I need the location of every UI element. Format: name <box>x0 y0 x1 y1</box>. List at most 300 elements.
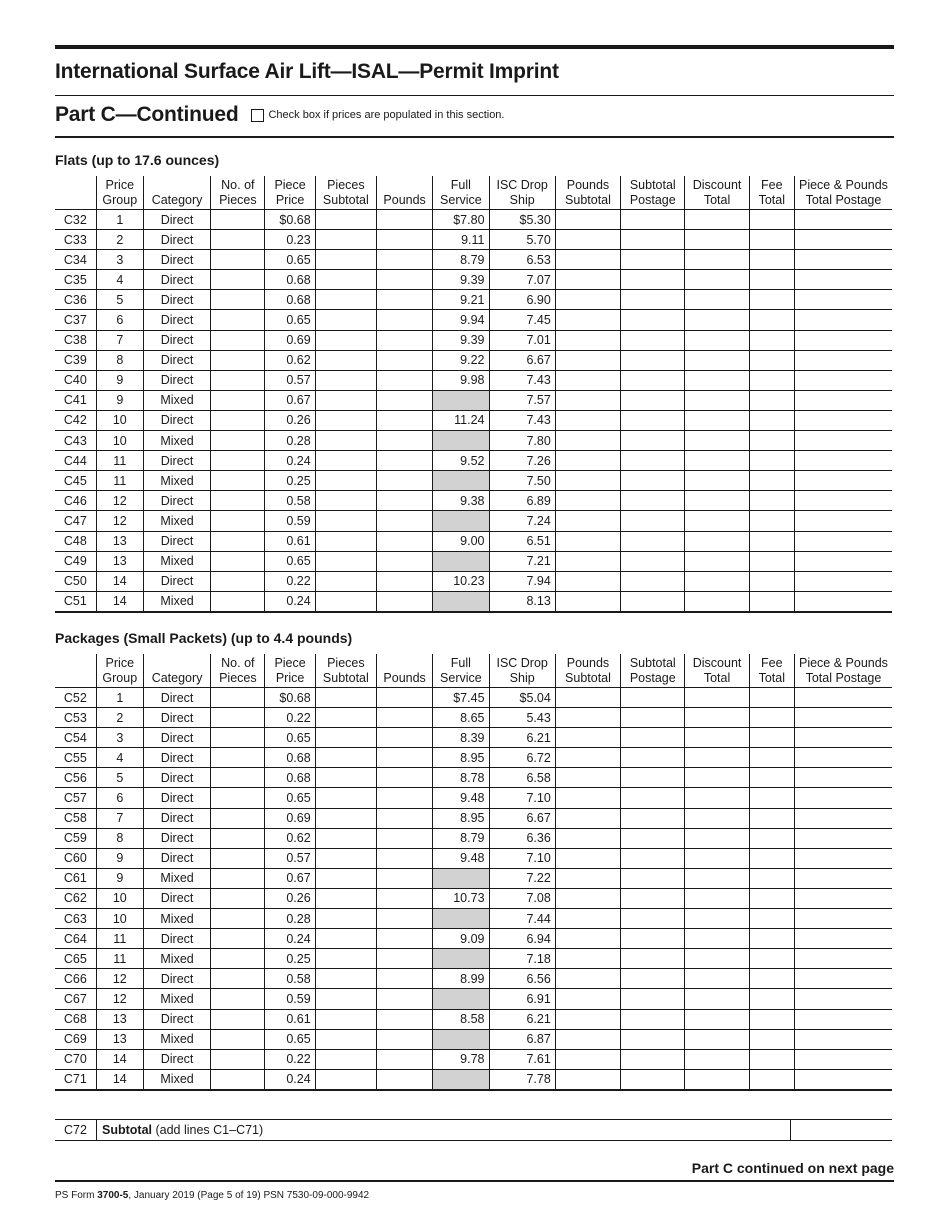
cell-pieces-subtotal[interactable] <box>315 708 376 728</box>
cell-pieces-subtotal[interactable] <box>315 1029 376 1049</box>
cell-fee-total[interactable] <box>749 250 794 270</box>
cell-total-postage[interactable] <box>794 451 892 471</box>
cell-discount-total[interactable] <box>685 330 749 350</box>
cell-pounds[interactable] <box>376 969 432 989</box>
cell-pounds-subtotal[interactable] <box>555 828 620 848</box>
cell-pieces-subtotal[interactable] <box>315 571 376 591</box>
cell-no-of-pieces[interactable] <box>211 888 265 908</box>
cell-pounds-subtotal[interactable] <box>555 431 620 451</box>
cell-subtotal-postage[interactable] <box>621 551 685 571</box>
cell-no-of-pieces[interactable] <box>211 591 265 612</box>
cell-no-of-pieces[interactable] <box>211 330 265 350</box>
cell-discount-total[interactable] <box>685 230 749 250</box>
cell-pounds-subtotal[interactable] <box>555 949 620 969</box>
cell-discount-total[interactable] <box>685 491 749 511</box>
cell-total-postage[interactable] <box>794 969 892 989</box>
cell-fee-total[interactable] <box>749 1069 794 1090</box>
cell-pounds-subtotal[interactable] <box>555 768 620 788</box>
cell-pounds-subtotal[interactable] <box>555 551 620 571</box>
cell-fee-total[interactable] <box>749 330 794 350</box>
cell-pounds[interactable] <box>376 290 432 310</box>
cell-pounds[interactable] <box>376 748 432 768</box>
cell-pounds-subtotal[interactable] <box>555 748 620 768</box>
cell-pieces-subtotal[interactable] <box>315 591 376 612</box>
cell-pounds[interactable] <box>376 571 432 591</box>
cell-pounds[interactable] <box>376 250 432 270</box>
cell-fee-total[interactable] <box>749 868 794 888</box>
cell-discount-total[interactable] <box>685 551 749 571</box>
cell-total-postage[interactable] <box>794 1069 892 1090</box>
cell-fee-total[interactable] <box>749 431 794 451</box>
cell-no-of-pieces[interactable] <box>211 688 265 708</box>
cell-pieces-subtotal[interactable] <box>315 1049 376 1069</box>
cell-pieces-subtotal[interactable] <box>315 1069 376 1090</box>
cell-subtotal-postage[interactable] <box>621 848 685 868</box>
cell-fee-total[interactable] <box>749 728 794 748</box>
cell-discount-total[interactable] <box>685 788 749 808</box>
cell-discount-total[interactable] <box>685 768 749 788</box>
cell-pounds-subtotal[interactable] <box>555 390 620 410</box>
cell-pieces-subtotal[interactable] <box>315 969 376 989</box>
cell-pieces-subtotal[interactable] <box>315 410 376 430</box>
cell-total-postage[interactable] <box>794 511 892 531</box>
cell-pounds[interactable] <box>376 768 432 788</box>
cell-subtotal-postage[interactable] <box>621 868 685 888</box>
cell-subtotal-postage[interactable] <box>621 451 685 471</box>
cell-no-of-pieces[interactable] <box>211 250 265 270</box>
cell-no-of-pieces[interactable] <box>211 551 265 571</box>
cell-discount-total[interactable] <box>685 848 749 868</box>
cell-pounds[interactable] <box>376 410 432 430</box>
cell-total-postage[interactable] <box>794 410 892 430</box>
cell-discount-total[interactable] <box>685 591 749 612</box>
cell-discount-total[interactable] <box>685 390 749 410</box>
cell-subtotal-postage[interactable] <box>621 1029 685 1049</box>
cell-discount-total[interactable] <box>685 748 749 768</box>
cell-discount-total[interactable] <box>685 571 749 591</box>
cell-pounds[interactable] <box>376 471 432 491</box>
cell-pieces-subtotal[interactable] <box>315 531 376 551</box>
cell-total-postage[interactable] <box>794 591 892 612</box>
cell-fee-total[interactable] <box>749 808 794 828</box>
cell-pieces-subtotal[interactable] <box>315 949 376 969</box>
cell-total-postage[interactable] <box>794 909 892 929</box>
cell-fee-total[interactable] <box>749 350 794 370</box>
cell-pounds-subtotal[interactable] <box>555 1049 620 1069</box>
cell-pieces-subtotal[interactable] <box>315 471 376 491</box>
cell-total-postage[interactable] <box>794 531 892 551</box>
cell-subtotal-postage[interactable] <box>621 270 685 290</box>
cell-pieces-subtotal[interactable] <box>315 511 376 531</box>
cell-total-postage[interactable] <box>794 929 892 949</box>
cell-pounds[interactable] <box>376 929 432 949</box>
cell-pounds[interactable] <box>376 390 432 410</box>
cell-pieces-subtotal[interactable] <box>315 868 376 888</box>
cell-total-postage[interactable] <box>794 230 892 250</box>
cell-discount-total[interactable] <box>685 828 749 848</box>
cell-pieces-subtotal[interactable] <box>315 250 376 270</box>
cell-discount-total[interactable] <box>685 431 749 451</box>
cell-pounds[interactable] <box>376 909 432 929</box>
cell-fee-total[interactable] <box>749 230 794 250</box>
cell-no-of-pieces[interactable] <box>211 868 265 888</box>
cell-fee-total[interactable] <box>749 969 794 989</box>
cell-pounds-subtotal[interactable] <box>555 471 620 491</box>
cell-fee-total[interactable] <box>749 591 794 612</box>
cell-discount-total[interactable] <box>685 471 749 491</box>
cell-no-of-pieces[interactable] <box>211 728 265 748</box>
cell-total-postage[interactable] <box>794 1009 892 1029</box>
cell-pounds-subtotal[interactable] <box>555 929 620 949</box>
cell-pounds-subtotal[interactable] <box>555 370 620 390</box>
cell-subtotal-postage[interactable] <box>621 969 685 989</box>
cell-fee-total[interactable] <box>749 511 794 531</box>
cell-total-postage[interactable] <box>794 431 892 451</box>
cell-total-postage[interactable] <box>794 989 892 1009</box>
cell-discount-total[interactable] <box>685 949 749 969</box>
cell-pounds-subtotal[interactable] <box>555 511 620 531</box>
cell-total-postage[interactable] <box>794 808 892 828</box>
cell-no-of-pieces[interactable] <box>211 969 265 989</box>
cell-discount-total[interactable] <box>685 531 749 551</box>
cell-pounds[interactable] <box>376 230 432 250</box>
cell-pieces-subtotal[interactable] <box>315 270 376 290</box>
cell-total-postage[interactable] <box>794 270 892 290</box>
cell-pounds[interactable] <box>376 531 432 551</box>
cell-no-of-pieces[interactable] <box>211 788 265 808</box>
cell-pounds-subtotal[interactable] <box>555 290 620 310</box>
cell-pieces-subtotal[interactable] <box>315 491 376 511</box>
cell-discount-total[interactable] <box>685 1069 749 1090</box>
cell-pounds-subtotal[interactable] <box>555 868 620 888</box>
cell-no-of-pieces[interactable] <box>211 748 265 768</box>
cell-total-postage[interactable] <box>794 788 892 808</box>
cell-subtotal-postage[interactable] <box>621 989 685 1009</box>
cell-fee-total[interactable] <box>749 848 794 868</box>
cell-total-postage[interactable] <box>794 310 892 330</box>
cell-total-postage[interactable] <box>794 688 892 708</box>
cell-pieces-subtotal[interactable] <box>315 728 376 748</box>
cell-subtotal-postage[interactable] <box>621 471 685 491</box>
cell-subtotal-postage[interactable] <box>621 330 685 350</box>
cell-pieces-subtotal[interactable] <box>315 848 376 868</box>
cell-pounds-subtotal[interactable] <box>555 909 620 929</box>
cell-subtotal-postage[interactable] <box>621 929 685 949</box>
cell-pounds-subtotal[interactable] <box>555 969 620 989</box>
cell-fee-total[interactable] <box>749 531 794 551</box>
cell-pounds[interactable] <box>376 551 432 571</box>
cell-subtotal-postage[interactable] <box>621 728 685 748</box>
cell-pounds[interactable] <box>376 210 432 230</box>
cell-pounds-subtotal[interactable] <box>555 230 620 250</box>
cell-pounds[interactable] <box>376 949 432 969</box>
cell-subtotal-postage[interactable] <box>621 531 685 551</box>
cell-no-of-pieces[interactable] <box>211 929 265 949</box>
cell-discount-total[interactable] <box>685 1049 749 1069</box>
cell-pieces-subtotal[interactable] <box>315 888 376 908</box>
cell-total-postage[interactable] <box>794 551 892 571</box>
cell-fee-total[interactable] <box>749 888 794 908</box>
cell-fee-total[interactable] <box>749 571 794 591</box>
cell-subtotal-postage[interactable] <box>621 949 685 969</box>
cell-no-of-pieces[interactable] <box>211 270 265 290</box>
cell-subtotal-postage[interactable] <box>621 808 685 828</box>
cell-subtotal-postage[interactable] <box>621 230 685 250</box>
cell-subtotal-postage[interactable] <box>621 1069 685 1090</box>
cell-subtotal-postage[interactable] <box>621 250 685 270</box>
cell-discount-total[interactable] <box>685 1009 749 1029</box>
cell-subtotal-postage[interactable] <box>621 591 685 612</box>
cell-subtotal-postage[interactable] <box>621 210 685 230</box>
cell-fee-total[interactable] <box>749 1009 794 1029</box>
cell-pounds-subtotal[interactable] <box>555 451 620 471</box>
cell-pounds-subtotal[interactable] <box>555 330 620 350</box>
cell-pounds[interactable] <box>376 989 432 1009</box>
cell-subtotal-postage[interactable] <box>621 370 685 390</box>
cell-pounds-subtotal[interactable] <box>555 531 620 551</box>
cell-pieces-subtotal[interactable] <box>315 330 376 350</box>
cell-pounds[interactable] <box>376 1029 432 1049</box>
cell-pounds[interactable] <box>376 330 432 350</box>
cell-pieces-subtotal[interactable] <box>315 310 376 330</box>
cell-pounds-subtotal[interactable] <box>555 688 620 708</box>
cell-total-postage[interactable] <box>794 748 892 768</box>
cell-total-postage[interactable] <box>794 768 892 788</box>
cell-pounds-subtotal[interactable] <box>555 270 620 290</box>
cell-discount-total[interactable] <box>685 350 749 370</box>
cell-fee-total[interactable] <box>749 370 794 390</box>
cell-fee-total[interactable] <box>749 451 794 471</box>
cell-subtotal-postage[interactable] <box>621 888 685 908</box>
cell-pieces-subtotal[interactable] <box>315 788 376 808</box>
cell-subtotal-postage[interactable] <box>621 788 685 808</box>
cell-fee-total[interactable] <box>749 491 794 511</box>
cell-no-of-pieces[interactable] <box>211 1009 265 1029</box>
cell-no-of-pieces[interactable] <box>211 708 265 728</box>
cell-pounds[interactable] <box>376 848 432 868</box>
cell-discount-total[interactable] <box>685 511 749 531</box>
cell-fee-total[interactable] <box>749 748 794 768</box>
cell-pounds-subtotal[interactable] <box>555 491 620 511</box>
cell-pounds[interactable] <box>376 788 432 808</box>
cell-no-of-pieces[interactable] <box>211 431 265 451</box>
cell-pounds[interactable] <box>376 350 432 370</box>
cell-subtotal-postage[interactable] <box>621 390 685 410</box>
cell-subtotal-postage[interactable] <box>621 310 685 330</box>
cell-subtotal-postage[interactable] <box>621 1049 685 1069</box>
cell-discount-total[interactable] <box>685 808 749 828</box>
cell-pounds-subtotal[interactable] <box>555 708 620 728</box>
cell-pieces-subtotal[interactable] <box>315 350 376 370</box>
cell-no-of-pieces[interactable] <box>211 290 265 310</box>
cell-no-of-pieces[interactable] <box>211 410 265 430</box>
cell-no-of-pieces[interactable] <box>211 390 265 410</box>
cell-fee-total[interactable] <box>749 688 794 708</box>
cell-no-of-pieces[interactable] <box>211 571 265 591</box>
cell-subtotal-postage[interactable] <box>621 1009 685 1029</box>
cell-no-of-pieces[interactable] <box>211 768 265 788</box>
cell-subtotal-postage[interactable] <box>621 708 685 728</box>
cell-no-of-pieces[interactable] <box>211 471 265 491</box>
cell-no-of-pieces[interactable] <box>211 511 265 531</box>
cell-total-postage[interactable] <box>794 848 892 868</box>
cell-total-postage[interactable] <box>794 210 892 230</box>
cell-pieces-subtotal[interactable] <box>315 929 376 949</box>
cell-no-of-pieces[interactable] <box>211 909 265 929</box>
cell-total-postage[interactable] <box>794 868 892 888</box>
cell-pounds-subtotal[interactable] <box>555 728 620 748</box>
cell-total-postage[interactable] <box>794 708 892 728</box>
cell-pieces-subtotal[interactable] <box>315 431 376 451</box>
cell-fee-total[interactable] <box>749 768 794 788</box>
cell-no-of-pieces[interactable] <box>211 210 265 230</box>
cell-total-postage[interactable] <box>794 390 892 410</box>
cell-pounds-subtotal[interactable] <box>555 591 620 612</box>
cell-pieces-subtotal[interactable] <box>315 551 376 571</box>
cell-discount-total[interactable] <box>685 270 749 290</box>
cell-subtotal-postage[interactable] <box>621 768 685 788</box>
cell-pounds[interactable] <box>376 310 432 330</box>
cell-total-postage[interactable] <box>794 350 892 370</box>
cell-pounds[interactable] <box>376 431 432 451</box>
cell-pounds[interactable] <box>376 808 432 828</box>
cell-discount-total[interactable] <box>685 210 749 230</box>
cell-total-postage[interactable] <box>794 949 892 969</box>
cell-discount-total[interactable] <box>685 1029 749 1049</box>
cell-pounds[interactable] <box>376 511 432 531</box>
cell-pieces-subtotal[interactable] <box>315 748 376 768</box>
cell-pounds[interactable] <box>376 708 432 728</box>
cell-fee-total[interactable] <box>749 471 794 491</box>
cell-pieces-subtotal[interactable] <box>315 909 376 929</box>
cell-pounds-subtotal[interactable] <box>555 1009 620 1029</box>
cell-no-of-pieces[interactable] <box>211 808 265 828</box>
cell-pieces-subtotal[interactable] <box>315 768 376 788</box>
cell-fee-total[interactable] <box>749 989 794 1009</box>
cell-discount-total[interactable] <box>685 250 749 270</box>
cell-total-postage[interactable] <box>794 1029 892 1049</box>
cell-no-of-pieces[interactable] <box>211 1029 265 1049</box>
cell-pounds[interactable] <box>376 370 432 390</box>
cell-subtotal-postage[interactable] <box>621 909 685 929</box>
cell-pieces-subtotal[interactable] <box>315 1009 376 1029</box>
cell-fee-total[interactable] <box>749 1029 794 1049</box>
cell-pieces-subtotal[interactable] <box>315 210 376 230</box>
cell-pounds-subtotal[interactable] <box>555 989 620 1009</box>
cell-discount-total[interactable] <box>685 370 749 390</box>
cell-pounds[interactable] <box>376 451 432 471</box>
cell-fee-total[interactable] <box>749 788 794 808</box>
cell-pounds-subtotal[interactable] <box>555 808 620 828</box>
cell-total-postage[interactable] <box>794 728 892 748</box>
cell-pieces-subtotal[interactable] <box>315 688 376 708</box>
cell-fee-total[interactable] <box>749 270 794 290</box>
cell-pounds-subtotal[interactable] <box>555 888 620 908</box>
cell-no-of-pieces[interactable] <box>211 491 265 511</box>
cell-pieces-subtotal[interactable] <box>315 989 376 1009</box>
cell-discount-total[interactable] <box>685 868 749 888</box>
cell-fee-total[interactable] <box>749 828 794 848</box>
cell-fee-total[interactable] <box>749 708 794 728</box>
cell-pounds-subtotal[interactable] <box>555 350 620 370</box>
cell-no-of-pieces[interactable] <box>211 310 265 330</box>
cell-subtotal-postage[interactable] <box>621 350 685 370</box>
cell-subtotal-postage[interactable] <box>621 748 685 768</box>
cell-discount-total[interactable] <box>685 728 749 748</box>
cell-fee-total[interactable] <box>749 390 794 410</box>
cell-pounds[interactable] <box>376 1069 432 1090</box>
cell-total-postage[interactable] <box>794 330 892 350</box>
cell-total-postage[interactable] <box>794 828 892 848</box>
cell-pounds-subtotal[interactable] <box>555 410 620 430</box>
cell-subtotal-postage[interactable] <box>621 431 685 451</box>
cell-total-postage[interactable] <box>794 290 892 310</box>
cell-fee-total[interactable] <box>749 290 794 310</box>
cell-fee-total[interactable] <box>749 909 794 929</box>
cell-discount-total[interactable] <box>685 290 749 310</box>
cell-no-of-pieces[interactable] <box>211 828 265 848</box>
cell-no-of-pieces[interactable] <box>211 230 265 250</box>
cell-total-postage[interactable] <box>794 888 892 908</box>
cell-total-postage[interactable] <box>794 471 892 491</box>
cell-pounds-subtotal[interactable] <box>555 210 620 230</box>
cell-fee-total[interactable] <box>749 310 794 330</box>
cell-pounds-subtotal[interactable] <box>555 1069 620 1090</box>
cell-discount-total[interactable] <box>685 688 749 708</box>
cell-discount-total[interactable] <box>685 451 749 471</box>
cell-pounds-subtotal[interactable] <box>555 1029 620 1049</box>
cell-pounds[interactable] <box>376 688 432 708</box>
cell-fee-total[interactable] <box>749 410 794 430</box>
cell-no-of-pieces[interactable] <box>211 370 265 390</box>
cell-no-of-pieces[interactable] <box>211 1069 265 1090</box>
cell-pounds[interactable] <box>376 828 432 848</box>
cell-total-postage[interactable] <box>794 1049 892 1069</box>
cell-no-of-pieces[interactable] <box>211 350 265 370</box>
cell-no-of-pieces[interactable] <box>211 848 265 868</box>
cell-discount-total[interactable] <box>685 708 749 728</box>
cell-no-of-pieces[interactable] <box>211 949 265 969</box>
cell-discount-total[interactable] <box>685 888 749 908</box>
cell-fee-total[interactable] <box>749 210 794 230</box>
cell-pieces-subtotal[interactable] <box>315 230 376 250</box>
cell-subtotal-postage[interactable] <box>621 511 685 531</box>
cell-no-of-pieces[interactable] <box>211 531 265 551</box>
cell-pounds-subtotal[interactable] <box>555 788 620 808</box>
cell-pounds[interactable] <box>376 270 432 290</box>
cell-no-of-pieces[interactable] <box>211 1049 265 1069</box>
cell-pounds-subtotal[interactable] <box>555 571 620 591</box>
cell-subtotal-postage[interactable] <box>621 290 685 310</box>
cell-total-postage[interactable] <box>794 571 892 591</box>
cell-fee-total[interactable] <box>749 949 794 969</box>
cell-discount-total[interactable] <box>685 969 749 989</box>
cell-pounds-subtotal[interactable] <box>555 848 620 868</box>
cell-pounds[interactable] <box>376 591 432 612</box>
cell-no-of-pieces[interactable] <box>211 989 265 1009</box>
prices-populated-checkbox[interactable] <box>251 109 264 122</box>
cell-subtotal-postage[interactable] <box>621 410 685 430</box>
cell-total-postage[interactable] <box>794 491 892 511</box>
cell-subtotal-postage[interactable] <box>621 491 685 511</box>
cell-discount-total[interactable] <box>685 909 749 929</box>
cell-discount-total[interactable] <box>685 310 749 330</box>
cell-pieces-subtotal[interactable] <box>315 828 376 848</box>
cell-pounds-subtotal[interactable] <box>555 310 620 330</box>
cell-discount-total[interactable] <box>685 989 749 1009</box>
cell-pounds[interactable] <box>376 888 432 908</box>
cell-no-of-pieces[interactable] <box>211 451 265 471</box>
